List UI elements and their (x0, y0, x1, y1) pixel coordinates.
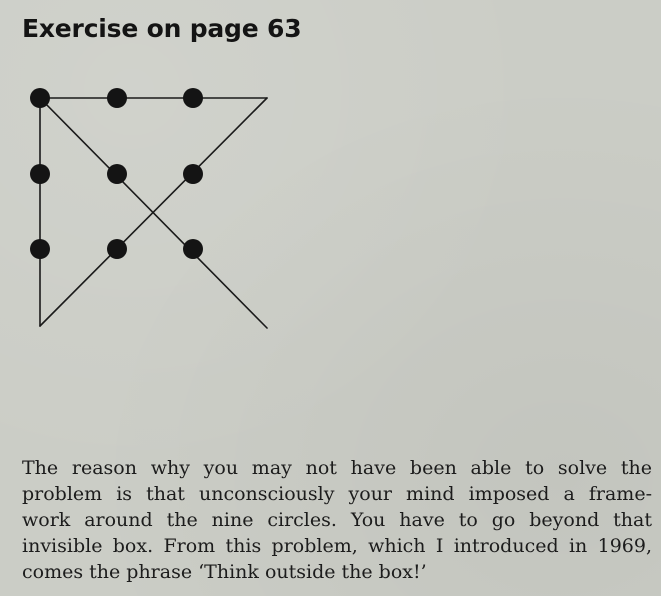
dot-row2-col2 (107, 164, 127, 184)
paragraph-line: problem is that unconsciously your mind imposed a frame- (22, 483, 652, 505)
page-heading: Exercise on page 63 (22, 14, 302, 43)
dot-row3-col2 (107, 239, 127, 259)
paragraph-line: The reason why you may not have been able to solve the (22, 457, 652, 479)
paragraph-line: work around the nine circles. You have to go beyond that (22, 509, 652, 531)
dot-row2-col1 (30, 164, 50, 184)
dot-row2-col3 (183, 164, 203, 184)
dot-row1-col3 (183, 88, 203, 108)
dot-row3-col3 (183, 239, 203, 259)
dot-row1-col2 (107, 88, 127, 108)
dot-row3-col1 (30, 239, 50, 259)
explanation-paragraph (22, 455, 652, 585)
dot-row1-col1 (30, 88, 50, 108)
paragraph-line: comes the phrase ‘Think outside the box!’ (22, 561, 427, 583)
paragraph-line: invisible box. From this problem, which I introduced in 1969, (22, 535, 652, 557)
solution-lines (40, 98, 267, 328)
